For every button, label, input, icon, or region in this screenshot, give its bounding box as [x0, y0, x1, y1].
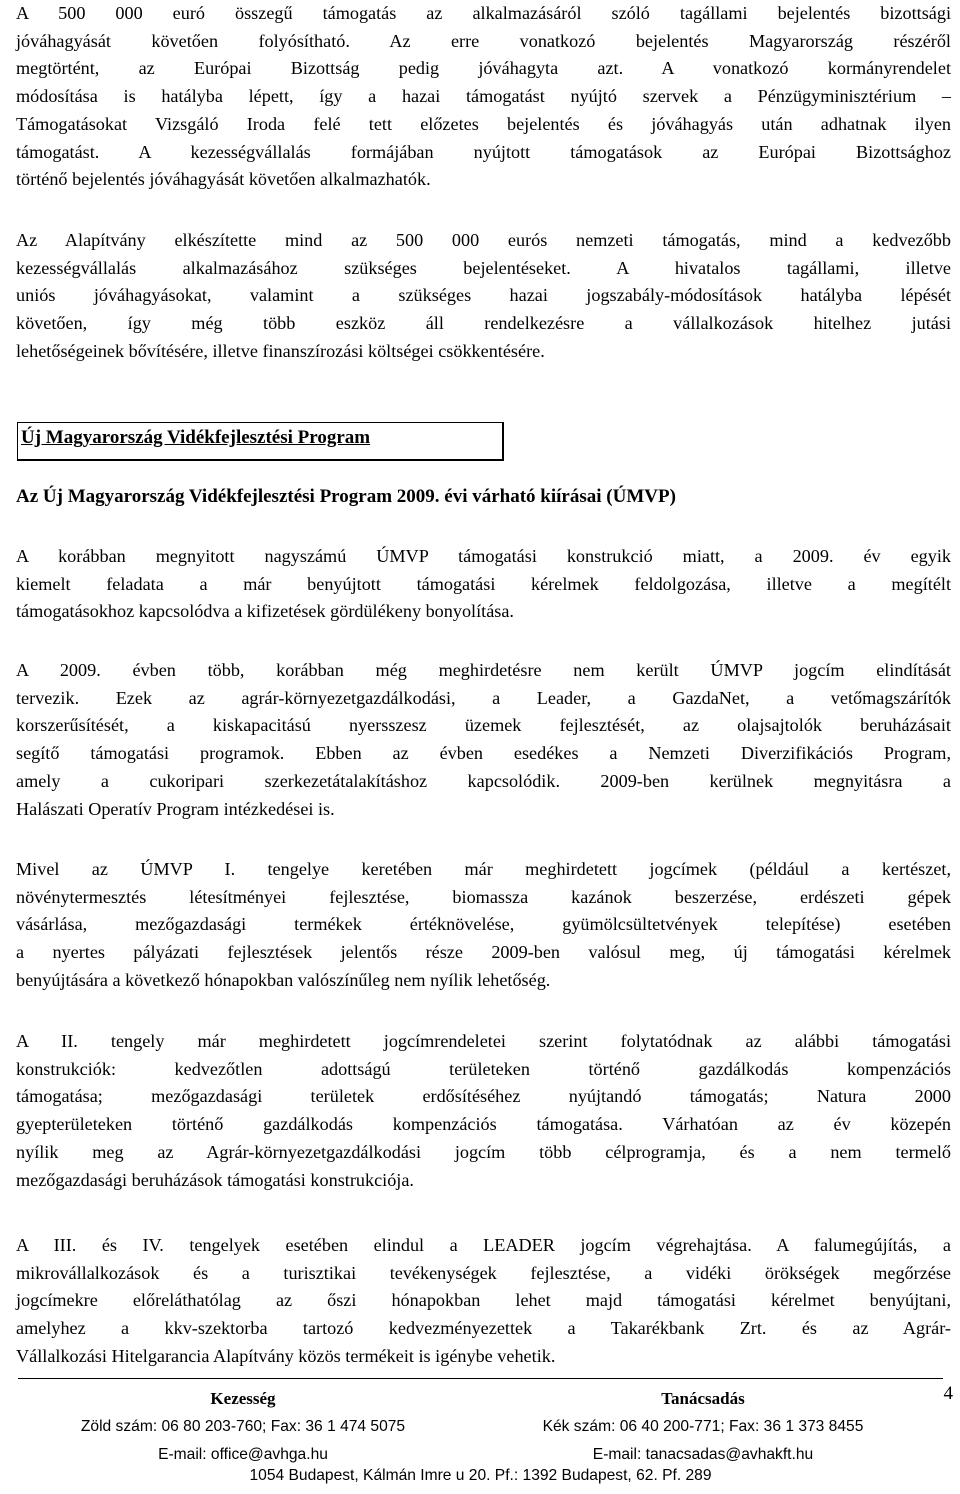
text-line: Mivel az ÚMVP I. tengelye keretében már meghirdetett jogcímek (például a kertészet,	[16, 859, 951, 879]
text-line: jogcímekre előreláthatólag az őszi hónapokban lehet majd támogatási kérelmet benyújtani,	[16, 1290, 951, 1311]
section-heading-box	[17, 422, 504, 461]
footer-advisory-phone: Kék szám: 06 40 200-771; Fax: 36 1 373 8455	[542, 1418, 864, 1435]
text-line: A 500 000 euró összegű támogatás az alkalmazásáról szóló tagállami bejelentés bizottsági	[16, 3, 951, 23]
text-line: támogatást. A kezességvállalás formájában nyújtott támogatások az Európai Bizottsághoz	[16, 141, 951, 162]
text-line: módosítása is hatályba lépett, így a hazai támogatást nyújtó szervek a Pénzügyminisztérium –	[16, 86, 951, 107]
footer-advisory-column	[483, 1385, 923, 1469]
text-line: lehetőségeinek bővítésére, illetve finanszírozási költségei csökkentésére.	[16, 340, 545, 361]
text-line: mezőgazdasági beruházások támogatási konstrukciója.	[16, 1169, 414, 1190]
text-line: támogatásokhoz kapcsolódva a kifizetések gördülékeny bonyolítása.	[16, 601, 514, 622]
text-line: A III. és IV. tengelyek esetében elindul a LEADER jogcím végrehajtása. A falumegújítás, a	[16, 1235, 951, 1255]
footer-guarantee-phone: Zöld szám: 06 80 203-760; Fax: 36 1 474 5075	[80, 1418, 406, 1435]
text-line: megtörtént, az Európai Bizottság pedig jóváhagyta azt. A vonatkozó kormányrendelet	[16, 58, 951, 79]
text-line: uniós jóváhagyásokat, valamint a szükséges hazai jogszabály-módosítások hatályba lépését	[16, 285, 951, 306]
text-line: segítő támogatási programok. Ebben az évben esedékes a Nemzeti Diverzifikációs Program,	[16, 743, 951, 764]
text-line: kiemelt feladata a már benyújtott támogatási kérelmek feldolgozása, illetve a megítélt	[16, 573, 951, 594]
paragraph-umvp-intro	[16, 543, 951, 626]
text-line: nyílik meg az Agrár-környezetgazdálkodási jogcím több célprogramja, és a nem termelő	[16, 1141, 951, 1162]
paragraph-2009-plans	[16, 657, 951, 823]
footer-guarantee-column	[18, 1385, 468, 1469]
text-line: A II. tengely már meghirdetett jogcímrendeletei szerint folytatódnak az alábbi támogatási	[16, 1031, 951, 1051]
text-line: benyújtására a következő hónapokban valószínűleg nem nyílik lehetőség.	[16, 969, 551, 990]
text-line: jóváhagyását követően folyósítható. Az erre vonatkozó bejelentés Magyarország részéről	[16, 30, 951, 51]
paragraph-axis-2	[16, 1028, 951, 1194]
section-title: Új Magyarország Vidékfejlesztési Program	[21, 427, 371, 448]
text-line: Halászati Operatív Program intézkedései is.	[16, 798, 335, 819]
text-line: A korábban megnyitott nagyszámú ÚMVP támogatási konstrukció miatt, a 2009. év egyik	[16, 546, 951, 566]
text-line: kezességvállalás alkalmazásához szükséges bejelentéseket. A hivatalos tagállami, illetve	[16, 257, 951, 278]
text-line: vásárlása, mezőgazdasági termékek értéknövelése, gyümölcsültetvények telepítése) esetében	[16, 914, 951, 935]
text-line: konstrukciók: kedvezőtlen adottságú területeken történő gazdálkodás kompenzációs	[16, 1058, 951, 1079]
subtitle: Az Új Magyarország Vidékfejlesztési Program 2009. évi várható kiírásai (ÚMVP)	[16, 486, 676, 507]
text-line: tervezik. Ezek az agrár-környezetgazdálkodási, a Leader, a GazdaNet, a vetőmagszárítók	[16, 687, 951, 708]
paragraph-foundation	[16, 227, 951, 366]
text-line: Az Alapítvány elkészítette mind az 500 000 eurós nemzeti támogatás, mind a kedvezőbb	[16, 230, 951, 250]
footer-guarantee-email: E-mail: office@avhga.hu	[158, 1446, 328, 1463]
footer-advisory-email: E-mail: tanacsadas@avhakft.hu	[592, 1446, 814, 1463]
footer-address: 1054 Budapest, Kálmán Imre u 20. Pf.: 1392 Budapest, 62. Pf. 289	[249, 1467, 712, 1484]
paragraph-support-notification	[16, 0, 951, 194]
text-line: A 2009. évben több, korábban még meghirdetésre nem került ÚMVP jogcím elindítását	[16, 660, 951, 680]
text-line: Támogatásokat Vizsgáló Iroda felé tett előzetes bejelentés és jóváhagyás után adhatnak ilyen	[16, 113, 951, 134]
footer-guarantee-heading: Kezesség	[210, 1389, 276, 1408]
paragraph-axis-3-4	[16, 1232, 951, 1371]
text-line: Vállalkozási Hitelgarancia Alapítvány közös termékeit is igénybe vehetik.	[16, 1345, 556, 1366]
text-line: gyepterületeken történő gazdálkodás kompenzációs támogatása. Várhatóan az év közepén	[16, 1114, 951, 1135]
text-line: a nyertes pályázati fejlesztések jelentős része 2009-ben valósul meg, új támogatási kérelmek	[16, 942, 951, 963]
text-line: amely a cukoripari szerkezetátalakításhoz kapcsolódik. 2009-ben kerülnek megnyitásra a	[16, 770, 951, 791]
page-number: 4	[943, 1383, 953, 1404]
text-line: növénytermesztés létesítményei fejlesztése, biomassza kazánok beszerzése, erdészeti gépek	[16, 886, 951, 907]
text-line: támogatása; mezőgazdasági területek erdősítéséhez nyújtandó támogatás; Natura 2000	[16, 1086, 951, 1107]
footer-advisory-heading: Tanácsadás	[661, 1389, 745, 1408]
text-line: történő bejelentés jóváhagyását követően alkalmazhatók.	[16, 169, 431, 190]
text-line: mikrovállalkozások és a turisztikai tevékenységek fejlesztése, a vidéki örökségek megőrzése	[16, 1262, 951, 1283]
text-line: amelyhez a kkv-szektorba tartozó kedvezményezettek a Takarékbank Zrt. és az Agrár-	[16, 1318, 951, 1339]
paragraph-axis-1	[16, 856, 951, 995]
page-footer	[18, 1378, 953, 1494]
text-line: követően, így még több eszköz áll rendelkezésre a vállalkozások hitelhez jutási	[16, 313, 951, 334]
text-line: korszerűsítését, a kiskapacitású nyersszesz üzemek fejlesztését, az olajsajtolók beruházásait	[16, 715, 951, 736]
